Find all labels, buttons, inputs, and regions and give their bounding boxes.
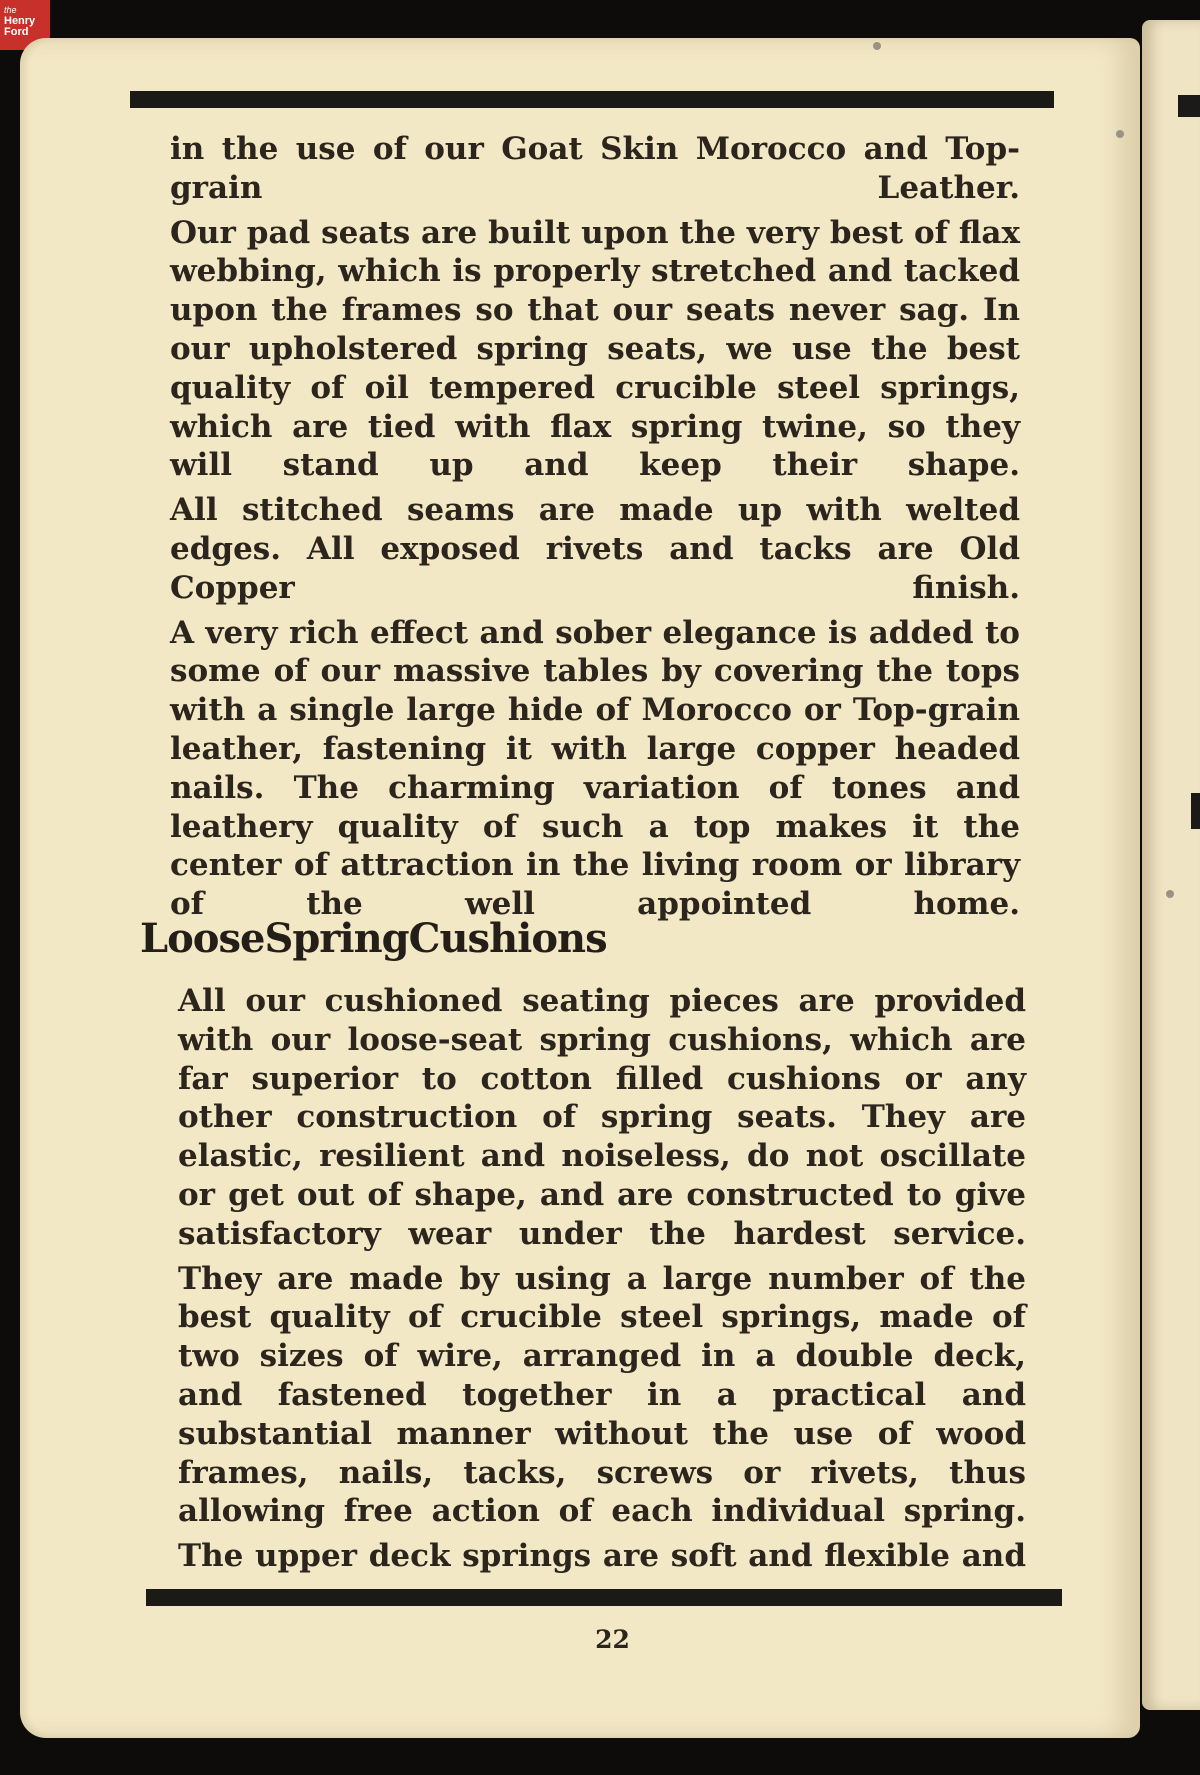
logo-text-the: the [4,5,17,15]
paragraph: in the use of our Goat Skin Morocco and Top-grain Leather. [170,131,1020,206]
adjacent-page-text-fragment [1191,793,1200,829]
section-1-text [170,130,1020,930]
paragraph: They are made by using a large number of the best quality of crucible steel springs, made of two sizes of wire, arranged in a double deck, and fastened together in a practical and substantial manner without the use of wood frames, nails, tacks, screws or rivets, thus allowing free action of each individual spring. [178,1260,1026,1530]
paragraph: All stitched seams are made up with welted edges. All exposed rivets and tacks are Old Copper finish. [170,492,1020,606]
bottom-rule [146,1589,1062,1606]
paper-speck [1116,130,1124,138]
paragraph: A very rich effect and sober elegance is added to some of our massive tables by covering the tops with a single large hide of Morocco or Top-grain leather, fastening it with large copper headed nails. The charming variation of tones and leathery quality of such a top makes it the center of attraction in the living room or library of the well appointed home. [170,614,1020,923]
section-heading: LooseSpringCushions [140,915,607,962]
adjacent-page-edge [1142,20,1200,1710]
logo-text-ford: Ford [4,26,29,38]
page-number: 22 [595,1625,630,1654]
paragraph: All our cushioned seating pieces are provided with our loose-seat spring cushions, which are far superior to cotton filled cushions or any other construction of spring seats. They are elastic, resilient and noiseless, do not oscillate or get out of shape, and are constructed to give satisfactory wear under the hardest service. [178,983,1026,1252]
paragraph: The upper deck springs are soft and flexible and [178,1538,1026,1575]
adjacent-page-rule-fragment [1178,95,1200,117]
logo-text-henry: Henry [4,15,36,27]
section-2-text [178,982,1026,1582]
paper-speck [873,42,881,50]
paper-speck [1166,890,1174,898]
top-rule [130,91,1054,108]
paragraph: Our pad seats are built upon the very best of flax webbing, which is properly stretched and tacked upon the frames so that our seats never sag. In our upholstered spring seats, we use the best quality of oil tempered crucible steel springs, which are tied with flax spring twine, so they will stand up and keep their shape. [170,214,1020,484]
